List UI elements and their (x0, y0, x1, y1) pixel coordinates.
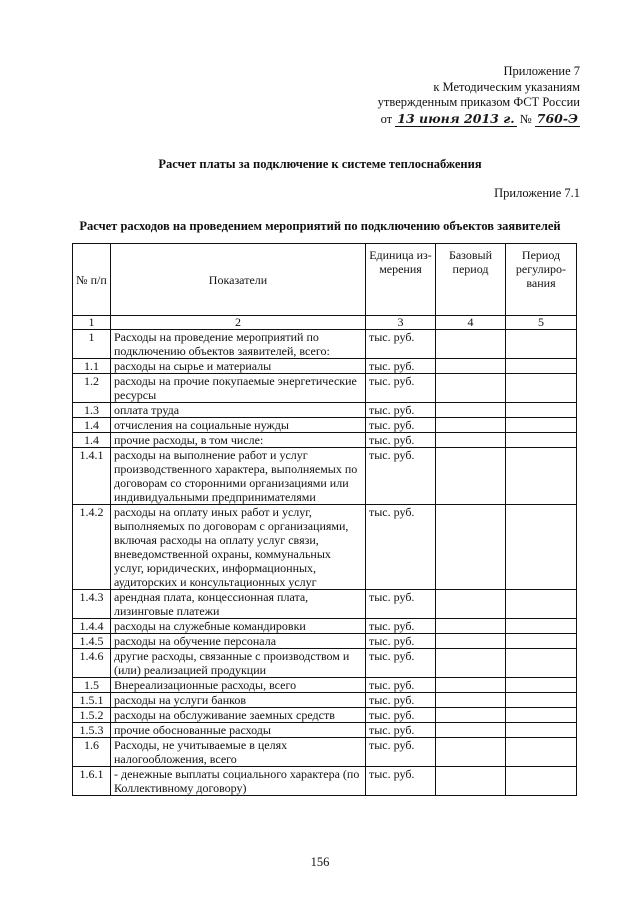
table-row (73, 619, 577, 634)
table-row (73, 767, 577, 796)
sub-appendix-number: Приложение 7.1 (494, 186, 580, 200)
row-unit: тыс. руб. (366, 634, 436, 649)
column-number: 2 (111, 316, 366, 330)
handwritten-order-date: 13 июня 2013 г. (397, 110, 515, 126)
row-number: 1.5.3 (73, 723, 111, 738)
row-base-period-value (436, 590, 506, 619)
row-regulation-period-value (506, 723, 577, 738)
row-number: 1 (73, 330, 111, 359)
row-base-period-value (436, 767, 506, 796)
table-row (73, 448, 577, 505)
table-row (73, 723, 577, 738)
table-row (73, 590, 577, 619)
row-base-period-value (436, 505, 506, 590)
row-base-period-value (436, 374, 506, 403)
row-regulation-period-value (506, 649, 577, 678)
row-regulation-period-value (506, 767, 577, 796)
handwritten-order-number: 760-Э (536, 110, 578, 126)
approval-line: утвержденным приказом ФСТ России (377, 95, 580, 109)
row-indicator: расходы на услуги банков (111, 693, 366, 708)
row-base-period-value (436, 678, 506, 693)
row-indicator: Расходы на проведение мероприятий по подключению объектов заявителей, всего: (111, 330, 366, 359)
row-unit: тыс. руб. (366, 505, 436, 590)
row-unit: тыс. руб. (366, 678, 436, 693)
row-regulation-period-value (506, 359, 577, 374)
order-line (378, 111, 580, 128)
row-indicator: прочие обоснованные расходы (111, 723, 366, 738)
header-unit: Единица из-мерения (366, 244, 436, 316)
row-indicator: расходы на служебные командировки (111, 619, 366, 634)
row-number: 1.4 (73, 418, 111, 433)
row-number: 1.4.5 (73, 634, 111, 649)
row-base-period-value (436, 448, 506, 505)
column-number: 4 (436, 316, 506, 330)
row-unit: тыс. руб. (366, 403, 436, 418)
row-number: 1.6 (73, 738, 111, 767)
header-indicator: Показатели (111, 244, 366, 316)
appendix-number: Приложение 7 (503, 64, 580, 78)
row-unit: тыс. руб. (366, 330, 436, 359)
row-base-period-value (436, 619, 506, 634)
row-base-period-value (436, 418, 506, 433)
table-row (73, 330, 577, 359)
row-unit: тыс. руб. (366, 359, 436, 374)
table-row (73, 738, 577, 767)
row-unit: тыс. руб. (366, 448, 436, 505)
row-regulation-period-value (506, 619, 577, 634)
order-number-label: № (519, 111, 532, 126)
row-number: 1.4.2 (73, 505, 111, 590)
row-regulation-period-value (506, 403, 577, 418)
row-unit: тыс. руб. (366, 708, 436, 723)
row-indicator: расходы на обучение персонала (111, 634, 366, 649)
expenses-table (72, 243, 577, 796)
table-row (73, 359, 577, 374)
row-regulation-period-value (506, 693, 577, 708)
header-base-period: Базовый период (436, 244, 506, 316)
row-number: 1.4 (73, 433, 111, 448)
row-regulation-period-value (506, 634, 577, 649)
page-number: 156 (310, 855, 330, 869)
row-regulation-period-value (506, 738, 577, 767)
row-regulation-period-value (506, 590, 577, 619)
row-unit: тыс. руб. (366, 374, 436, 403)
row-indicator: Расходы, не учитываемые в целях налогообложения, всего (111, 738, 366, 767)
row-number: 1.3 (73, 403, 111, 418)
column-number: 3 (366, 316, 436, 330)
row-number: 1.4.6 (73, 649, 111, 678)
row-unit: тыс. руб. (366, 619, 436, 634)
row-unit: тыс. руб. (366, 738, 436, 767)
row-regulation-period-value (506, 330, 577, 359)
row-unit: тыс. руб. (366, 693, 436, 708)
row-base-period-value (436, 330, 506, 359)
row-indicator: расходы на сырье и материалы (111, 359, 366, 374)
column-number: 1 (73, 316, 111, 330)
table-row (73, 505, 577, 590)
row-base-period-value (436, 634, 506, 649)
row-indicator: прочие расходы, в том числе: (111, 433, 366, 448)
table-row (73, 678, 577, 693)
row-regulation-period-value (506, 448, 577, 505)
row-regulation-period-value (506, 708, 577, 723)
row-number: 1.6.1 (73, 767, 111, 796)
appendix-reference: к Методическим указаниям (433, 79, 580, 94)
table-title: Расчет расходов на проведением мероприятий по подключению объектов заявителей (79, 219, 561, 233)
column-number: 5 (506, 316, 577, 330)
row-indicator: расходы на оплату иных работ и услуг, выполняемых по договорам с организациями, включая расходы на оплату услуг связи, вневедомственной охраны, коммунальных услуг, юридических, информационных, аудиторских и консультационных услуг (111, 505, 366, 590)
row-number: 1.5.2 (73, 708, 111, 723)
row-unit: тыс. руб. (366, 767, 436, 796)
row-number: 1.2 (73, 374, 111, 403)
row-indicator: - денежные выплаты социального характера (по Коллективному договору) (111, 767, 366, 796)
column-numbers-row (73, 316, 577, 330)
row-base-period-value (436, 403, 506, 418)
row-number: 1.1 (73, 359, 111, 374)
row-number: 1.5 (73, 678, 111, 693)
row-number: 1.4.3 (73, 590, 111, 619)
order-prefix: от (380, 111, 393, 126)
row-base-period-value (436, 708, 506, 723)
row-unit: тыс. руб. (366, 433, 436, 448)
row-number: 1.4.1 (73, 448, 111, 505)
row-indicator: расходы на выполнение работ и услуг производственного характера, выполняемых по договорам со сторонними организациями или индивидуальными предпринимателями (111, 448, 366, 505)
table-row (73, 403, 577, 418)
table-row (73, 649, 577, 678)
header-regulation-period: Период регулиро-вания (506, 244, 577, 316)
row-number: 1.4.4 (73, 619, 111, 634)
row-base-period-value (436, 649, 506, 678)
row-base-period-value (436, 693, 506, 708)
row-indicator: Внереализационные расходы, всего (111, 678, 366, 693)
row-base-period-value (436, 738, 506, 767)
row-base-period-value (436, 433, 506, 448)
row-indicator: отчисления на социальные нужды (111, 418, 366, 433)
row-base-period-value (436, 723, 506, 738)
table-row (73, 708, 577, 723)
row-unit: тыс. руб. (366, 418, 436, 433)
appendix-header (378, 64, 580, 127)
row-regulation-period-value (506, 505, 577, 590)
row-unit: тыс. руб. (366, 590, 436, 619)
table-row (73, 374, 577, 403)
row-regulation-period-value (506, 418, 577, 433)
row-regulation-period-value (506, 433, 577, 448)
row-regulation-period-value (506, 374, 577, 403)
row-indicator: расходы на прочие покупаемые энергетические ресурсы (111, 374, 366, 403)
row-indicator: расходы на обслуживание заемных средств (111, 708, 366, 723)
table-row (73, 693, 577, 708)
row-base-period-value (436, 359, 506, 374)
document-title: Расчет платы за подключение к системе теплоснабжения (158, 157, 482, 171)
row-unit: тыс. руб. (366, 649, 436, 678)
table-row (73, 418, 577, 433)
row-indicator: арендная плата, концессионная плата, лизинговые платежи (111, 590, 366, 619)
row-regulation-period-value (506, 678, 577, 693)
row-indicator: другие расходы, связанные с производством и (или) реализацией продукции (111, 649, 366, 678)
row-unit: тыс. руб. (366, 723, 436, 738)
table-row (73, 634, 577, 649)
row-indicator: оплата труда (111, 403, 366, 418)
row-number: 1.5.1 (73, 693, 111, 708)
table-row (73, 433, 577, 448)
header-num: № п/п (73, 244, 111, 316)
